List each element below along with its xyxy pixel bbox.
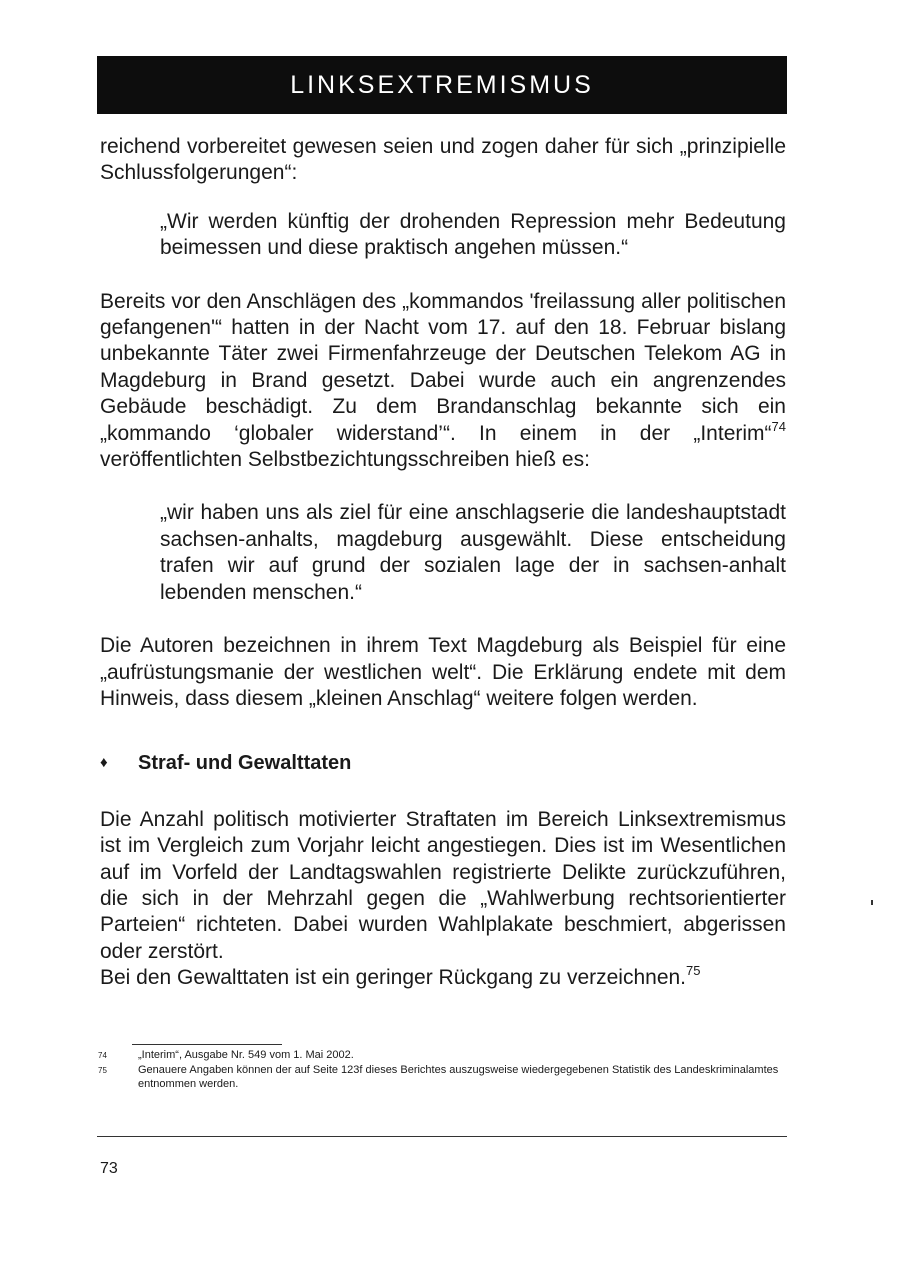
footnote-75 — [98, 1063, 788, 1091]
footnote-ref-75: 75 — [686, 963, 701, 979]
paragraph-text: veröffentlichten Selbstbezichtungsschreiben hieß es: — [100, 448, 590, 472]
footnote-74 — [98, 1048, 788, 1063]
paragraph-authors: Die Autoren bezeichnen in ihrem Text Magdeburg als Beispiel für eine „aufrüstungsmanie der westlichen welt“. Die Erklärung endete mit dem Hinweis, dass diesem „kleinen Anschlag“ weitere folgen werden. — [100, 634, 786, 710]
page-footer-rule — [97, 1136, 787, 1137]
section-header-bar — [97, 56, 787, 114]
page-number: 73 — [100, 1160, 118, 1177]
footnote-text: „Interim“, Ausgabe Nr. 549 vom 1. Mai 2002. — [138, 1049, 354, 1061]
paragraph-text: Bereits vor den Anschlägen des „kommandos 'freilassung aller politischen gefangenen'“ hatten in der Nacht vom 17. auf den 18. Februar bislang unbekannte Täter zwei Firmenfahrzeuge der Deutschen Telekom AG in Magdeburg in Brand gesetzt. Dabei wurde auch ein angrenzendes Gebäude beschädigt. Zu dem Brandanschlag bekannte sich ein „kommando ‘globaler widerstand’“. In einem in der „Interim“ — [100, 289, 786, 445]
scan-artifact — [871, 900, 873, 905]
block-quote-magdeburg: „wir haben uns als ziel für eine anschlagserie die landeshauptstadt sachsen-anhalts, magdeburg ausgewählt. Diese entscheidung trafen wir auf grund der sozialen lage der in sachsen-anhalt lebenden menschen.“ — [160, 501, 786, 604]
main-text — [100, 134, 786, 992]
footnote-number: 75 — [98, 1066, 107, 1075]
section-title: LINKSEXTREMISMUS — [290, 70, 594, 99]
paragraph-crime-stats: Die Anzahl politisch motivierter Straftaten im Bereich Linksextremismus ist im Vergleich zum Vorjahr leicht angestiegen. Dies ist im Wesentlichen auf im Vorfeld der Landtagswahlen registrierte Delikte zurückzuführen, die sich in der Mehrzahl gegen die „Wahlwerbung rechtsorientierter Parteien“ richteten. Dabei wurden Wahlplakate beschmiert, abgerissen oder zerstört. — [100, 807, 786, 963]
diamond-bullet-icon: ♦ — [100, 754, 108, 772]
footnote-number: 74 — [98, 1051, 107, 1060]
footnote-text: Genauere Angaben können der auf Seite 123f dieses Berichtes auszugsweise wiedergegebenen Statistik des Landeskriminalamtes entnommen werden. — [138, 1064, 779, 1090]
footnote-ref-74: 74 — [771, 418, 786, 434]
paragraph-text: Bei den Gewalttaten ist ein geringer Rückgang zu verzeichnen. — [100, 966, 687, 990]
block-quote-repression: „Wir werden künftig der drohenden Repression mehr Bedeutung beimessen und diese praktisch angehen müssen.“ — [160, 209, 786, 260]
paragraph-telekom-attack — [100, 289, 786, 474]
paragraph-violence — [100, 965, 786, 991]
section-heading — [100, 750, 786, 776]
footnote-divider — [132, 1044, 282, 1045]
section-heading-text: Straf- und Gewalttaten — [138, 752, 352, 775]
footnotes — [98, 1048, 788, 1091]
paragraph-continuation: reichend vorbereitet gewesen seien und zogen daher für sich „prinzipielle Schlussfolgerungen“: — [100, 135, 786, 185]
